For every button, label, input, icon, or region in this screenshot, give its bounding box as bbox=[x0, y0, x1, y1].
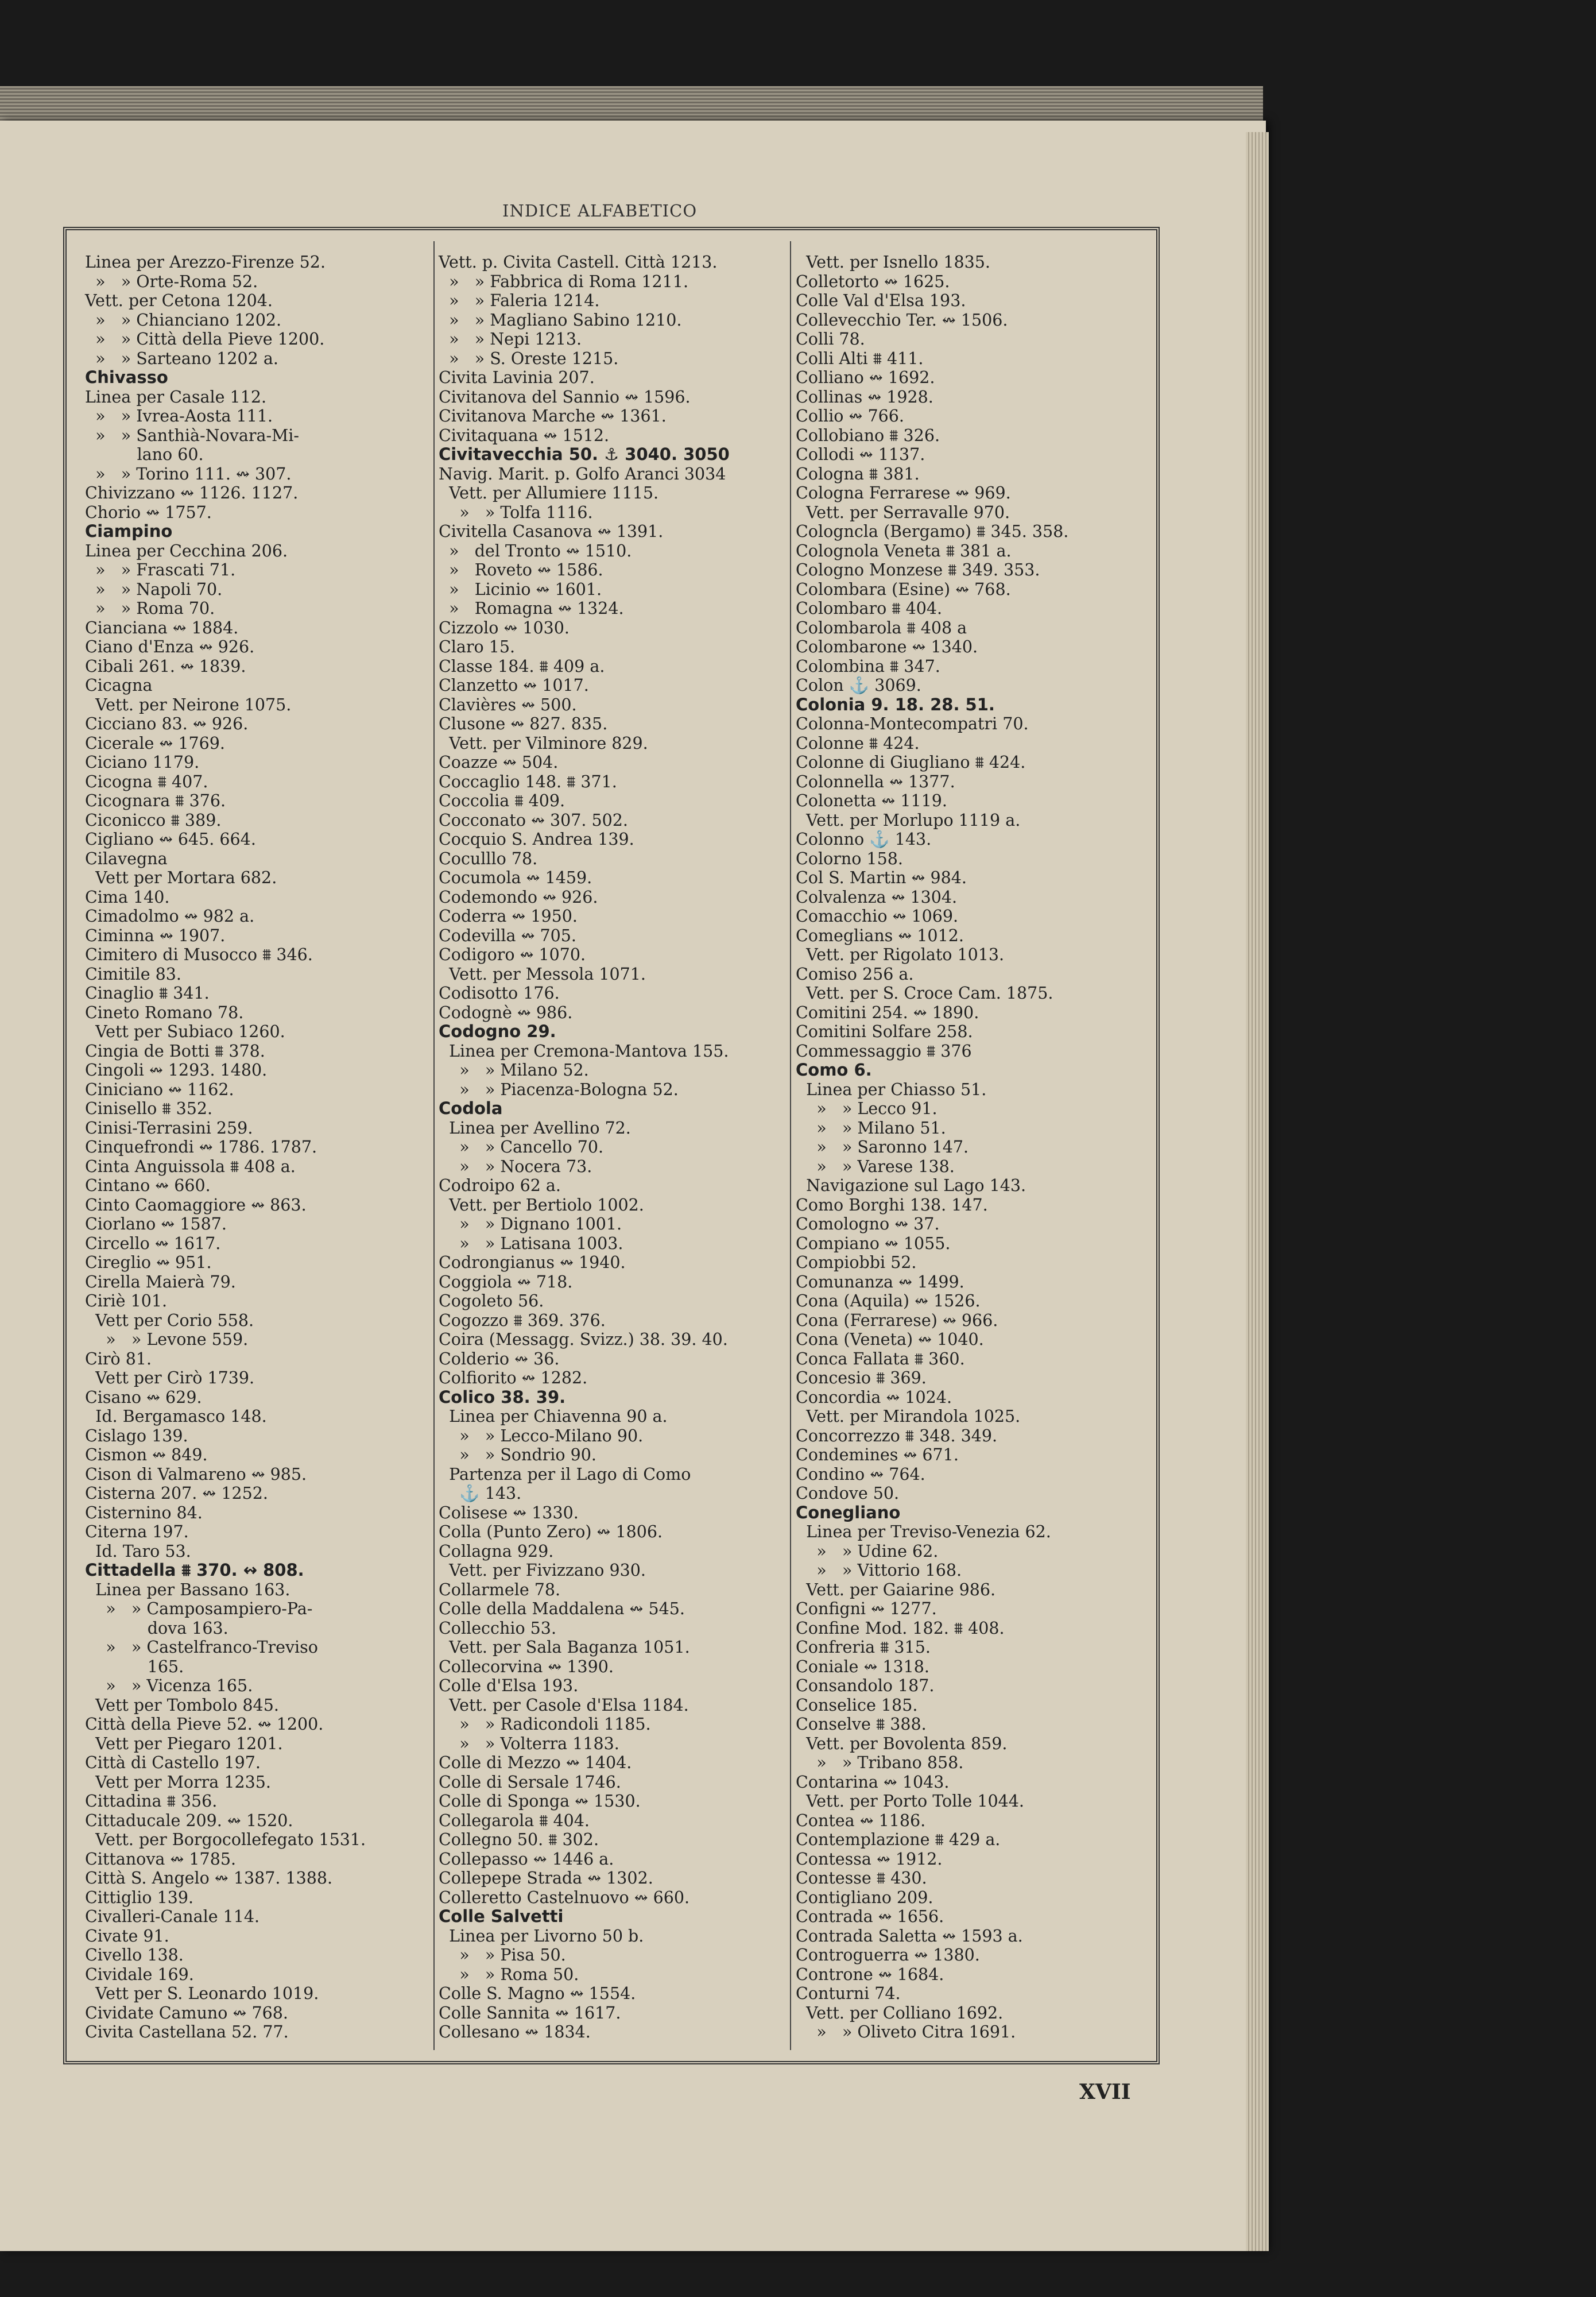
index-entry: Linea per Cremona-Mantova 155. bbox=[439, 1041, 729, 1061]
index-entry: Concordia ↭ 1024. bbox=[796, 1387, 952, 1407]
index-entry: Colon ⚓ 3069. bbox=[796, 676, 921, 695]
index-entry: dova 163. bbox=[85, 1618, 228, 1638]
index-entry: Collevecchio Ter. ↭ 1506. bbox=[796, 310, 1008, 330]
index-entry: Codigoro ↭ 1070. bbox=[439, 945, 586, 964]
index-entry: Vett per Tombolo 845. bbox=[85, 1695, 279, 1715]
index-entry: Linea per Arezzo-Firenze 52. bbox=[85, 253, 326, 272]
index-entry: Classe 184. ⩩ 409 a. bbox=[439, 656, 605, 676]
index-entry: Como 6. bbox=[796, 1060, 872, 1080]
index-entry: Collepepe Strada ↭ 1302. bbox=[439, 1869, 653, 1888]
index-entry: » » Udine 62. bbox=[796, 1541, 939, 1561]
index-entry: Colombarone ↭ 1340. bbox=[796, 637, 978, 656]
index-entry: Coira (Messagg. Svizz.) 38. 39. 40. bbox=[439, 1330, 728, 1349]
index-entry: Coniale ↭ 1318. bbox=[796, 1657, 929, 1676]
index-entry: Partenza per il Lago di Como bbox=[439, 1464, 691, 1484]
index-entry: Comunanza ↭ 1499. bbox=[796, 1272, 964, 1291]
index-entry: Cittaducale 209. ↭ 1520. bbox=[85, 1811, 293, 1830]
index-entry: Col S. Martin ↭ 984. bbox=[796, 868, 967, 887]
index-entry: » » Oliveto Citra 1691. bbox=[796, 2023, 1016, 2041]
index-entry: Cislago 139. bbox=[85, 1426, 188, 1445]
index-entry: Colle della Maddalena ↭ 545. bbox=[439, 1599, 685, 1618]
index-entry: Cisternino 84. bbox=[85, 1503, 203, 1522]
index-entry: » » Pisa 50. bbox=[439, 1946, 566, 1965]
index-entry: Cisano ↭ 629. bbox=[85, 1387, 202, 1407]
index-entry: Compiano ↭ 1055. bbox=[796, 1233, 951, 1253]
index-entry: Cittadina ⩩ 356. bbox=[85, 1792, 218, 1811]
index-entry: Vett. per Isnello 1835. bbox=[796, 253, 990, 272]
index-entry: Comologno ↭ 37. bbox=[796, 1215, 940, 1233]
index-entry: Ciciano 1179. bbox=[85, 753, 200, 772]
index-entry: Vett per S. Leonardo 1019. bbox=[85, 1984, 319, 2003]
index-entry: » » Levone 559. bbox=[85, 1330, 249, 1349]
index-entry: Colvalenza ↭ 1304. bbox=[796, 887, 958, 907]
index-entry: » » Nocera 73. bbox=[439, 1157, 592, 1176]
index-entry: Colorno 158. bbox=[796, 849, 903, 868]
index-entry: Citerna 197. bbox=[85, 1522, 189, 1541]
index-entry: » » Fabbrica di Roma 1211. bbox=[439, 272, 689, 291]
index-entry: Vett. per Cetona 1204. bbox=[85, 291, 273, 310]
index-entry: Vett per Piegaro 1201. bbox=[85, 1734, 283, 1753]
index-entry: Contrada Saletta ↭ 1593 a. bbox=[796, 1926, 1023, 1946]
index-entry: Civitella Casanova ↭ 1391. bbox=[439, 522, 664, 541]
index-entry: » del Tronto ↭ 1510. bbox=[439, 541, 632, 560]
index-entry: Cicognara ⩩ 376. bbox=[85, 791, 226, 810]
index-entry: » » Santhià-Novara-Mi- bbox=[85, 426, 300, 445]
index-entry: Contrada ↭ 1656. bbox=[796, 1907, 944, 1926]
index-entry: Cineto Romano 78. bbox=[85, 1003, 244, 1022]
index-entry: Cinaglio ⩩ 341. bbox=[85, 984, 210, 1003]
index-entry: » » Tolfa 1116. bbox=[439, 502, 593, 522]
index-entry: » » Sarteano 1202 a. bbox=[85, 349, 278, 368]
index-entry: » » Saronno 147. bbox=[796, 1138, 969, 1157]
index-entry: Id. Bergamasco 148. bbox=[85, 1407, 267, 1426]
index-entry: Vett. per Fivizzano 930. bbox=[439, 1561, 646, 1580]
index-entry: Collesano ↭ 1834. bbox=[439, 2023, 591, 2041]
index-entry: Contarina ↭ 1043. bbox=[796, 1772, 950, 1792]
index-entry: lano 60. bbox=[85, 445, 204, 464]
index-entry: Colonia 9. 18. 28. 51. bbox=[796, 694, 995, 714]
index-entry: Clavières ↭ 500. bbox=[439, 695, 577, 714]
index-entry: Claro 15. bbox=[439, 637, 516, 656]
index-entry: Città S. Angelo ↭ 1387. 1388. bbox=[85, 1869, 333, 1888]
index-entry: Cona (Veneta) ↭ 1040. bbox=[796, 1330, 984, 1349]
index-entry: Ciminna ↭ 1907. bbox=[85, 926, 226, 945]
index-entry: Colfiorito ↭ 1282. bbox=[439, 1368, 588, 1387]
index-entry: » Romagna ↭ 1324. bbox=[439, 599, 624, 618]
index-entry: Coccolia ⩩ 409. bbox=[439, 791, 565, 810]
index-entry: Vett. per Neirone 1075. bbox=[85, 695, 292, 714]
index-entry: » » Napoli 70. bbox=[85, 579, 223, 599]
index-entry: Vett. per Bovolenta 859. bbox=[796, 1734, 1008, 1753]
index-entry: Vett. per Serravalle 970. bbox=[796, 502, 1010, 522]
index-entry: » » Latisana 1003. bbox=[439, 1233, 623, 1253]
index-entry: Vett. per Colliano 1692. bbox=[796, 2003, 1004, 2023]
index-entry: Collegno 50. ⩩ 302. bbox=[439, 1830, 599, 1849]
index-entry: Cinisello ⩩ 352. bbox=[85, 1099, 213, 1118]
index-entry: » » Volterra 1183. bbox=[439, 1734, 619, 1753]
index-entry: Cizzolo ↭ 1030. bbox=[439, 618, 570, 637]
index-entry: Colderio ↭ 36. bbox=[439, 1349, 560, 1368]
index-entry: Civitanova del Sannio ↭ 1596. bbox=[439, 387, 691, 407]
index-entry: Compiobbi 52. bbox=[796, 1253, 917, 1272]
index-entry: » » Città della Pieve 1200. bbox=[85, 330, 325, 349]
index-entry: Cicciano 83. ↭ 926. bbox=[85, 714, 249, 733]
index-entry: Linea per Bassano 163. bbox=[85, 1580, 290, 1599]
index-entry: » » Sondrio 90. bbox=[439, 1445, 596, 1464]
index-entry: Colonne ⩩ 424. bbox=[796, 733, 920, 753]
index-entry: Cinquefrondi ↭ 1786. 1787. bbox=[85, 1138, 317, 1157]
index-entry: Vett. per Sala Baganza 1051. bbox=[439, 1638, 690, 1657]
index-entry: Cocconato ↭ 307. 502. bbox=[439, 810, 628, 830]
index-entry: Collinas ↭ 1928. bbox=[796, 387, 933, 407]
index-entry: Vett. per Rigolato 1013. bbox=[796, 945, 1005, 964]
index-entry: » » Lecco-Milano 90. bbox=[439, 1426, 644, 1445]
index-entry: Civita Lavinia 207. bbox=[439, 368, 595, 387]
index-entry: Cinta Anguissola ⩩ 408 a. bbox=[85, 1157, 296, 1176]
index-entry: » Licinio ↭ 1601. bbox=[439, 579, 602, 599]
index-entry: Colombara (Esine) ↭ 768. bbox=[796, 579, 1011, 599]
page-header: INDICE ALFABETICO bbox=[502, 201, 698, 221]
index-entry: Vett. per Borgocollefegato 1531. bbox=[85, 1830, 366, 1849]
index-entry: Cigliano ↭ 645. 664. bbox=[85, 830, 256, 849]
index-entry: » » Camposampiero-Pa- bbox=[85, 1599, 313, 1618]
index-entry: Coggiola ↭ 718. bbox=[439, 1272, 573, 1291]
index-entry: Civitavecchia 50. ⚓ 3040. 3050 bbox=[439, 444, 730, 464]
index-entry: Cocquio S. Andrea 139. bbox=[439, 830, 634, 849]
index-entry: » » S. Oreste 1215. bbox=[439, 349, 619, 368]
index-entry: Comiso 256 a. bbox=[796, 964, 914, 984]
index-entry: Confreria ⩩ 315. bbox=[796, 1638, 931, 1657]
index-entry: Colico 38. 39. bbox=[439, 1387, 566, 1407]
index-entry: » » Nepi 1213. bbox=[439, 330, 582, 349]
index-entry: Vett. per Vilminore 829. bbox=[439, 733, 648, 753]
index-entry: Conca Fallata ⩩ 360. bbox=[796, 1349, 965, 1368]
index-entry: Cogoleto 56. bbox=[439, 1291, 544, 1310]
index-entry: Cittanova ↭ 1785. bbox=[85, 1849, 237, 1869]
page-side-leaves bbox=[1246, 132, 1269, 2251]
index-entry: Cinto Caomaggiore ↭ 863. bbox=[85, 1195, 307, 1215]
index-entry: Comeglians ↭ 1012. bbox=[796, 926, 964, 945]
index-entry: Vett. per Gaiarine 986. bbox=[796, 1580, 996, 1599]
index-entry: Civitanova Marche ↭ 1361. bbox=[439, 407, 667, 426]
index-entry: » » Lecco 91. bbox=[796, 1099, 938, 1118]
index-entry: Linea per Treviso-Venezia 62. bbox=[796, 1522, 1051, 1541]
index-entry: Cima 140. bbox=[85, 887, 170, 907]
index-entry: Ciconicco ⩩ 389. bbox=[85, 810, 222, 830]
index-entry: Cittadella ⩩ 370. ↭ 808. bbox=[85, 1560, 304, 1580]
index-entry: Coazze ↭ 504. bbox=[439, 753, 559, 772]
index-entry: Cittiglio 139. bbox=[85, 1888, 194, 1907]
index-entry: Vett per Corio 558. bbox=[85, 1310, 254, 1330]
index-entry: Colli 78. bbox=[796, 330, 865, 349]
index-entry: Concorrezzo ⩩ 348. 349. bbox=[796, 1426, 998, 1445]
index-entry: » » Tribano 858. bbox=[796, 1753, 964, 1772]
index-entry: Vett. per Porto Tolle 1044. bbox=[796, 1792, 1024, 1811]
index-entry: Colle Val d'Elsa 193. bbox=[796, 291, 966, 310]
index-entry: Civalleri-Canale 114. bbox=[85, 1907, 260, 1926]
index-entry: Clanzetto ↭ 1017. bbox=[439, 676, 589, 695]
index-entry: » » Roma 50. bbox=[439, 1965, 579, 1984]
index-entry: » » Frascati 71. bbox=[85, 560, 236, 579]
index-entry: Collio ↭ 766. bbox=[796, 407, 904, 426]
index-entry: » Roveto ↭ 1586. bbox=[439, 560, 603, 579]
index-entry: Colisese ↭ 1330. bbox=[439, 1503, 579, 1522]
index-entry: Contemplazione ⩩ 429 a. bbox=[796, 1830, 1001, 1849]
index-entry: Cison di Valmareno ↭ 985. bbox=[85, 1464, 307, 1484]
index-entry: Vett. per Mirandola 1025. bbox=[796, 1407, 1021, 1426]
index-entry: Clusone ↭ 827. 835. bbox=[439, 714, 608, 733]
index-entry: Collepasso ↭ 1446 a. bbox=[439, 1849, 614, 1869]
index-entry: Coderra ↭ 1950. bbox=[439, 907, 578, 926]
index-entry: Colognola Veneta ⩩ 381 a. bbox=[796, 541, 1012, 560]
index-entry: Cimadolmo ↭ 982 a. bbox=[85, 907, 255, 926]
index-entry: Vett. per Allumiere 1115. bbox=[439, 484, 659, 502]
index-entry: Colli Alti ⩩ 411. bbox=[796, 349, 924, 368]
index-entry: Codola bbox=[439, 1099, 503, 1118]
index-entry: Contesse ⩩ 430. bbox=[796, 1869, 927, 1888]
index-entry: Cismon ↭ 849. bbox=[85, 1445, 208, 1464]
index-entry: » » Cancello 70. bbox=[439, 1138, 604, 1157]
page-number: XVII bbox=[1079, 2080, 1131, 2104]
index-entry: Codrongianus ↭ 1940. bbox=[439, 1253, 626, 1272]
index-entry: Conegliano bbox=[796, 1502, 901, 1522]
column-divider-2 bbox=[790, 241, 791, 2050]
index-column-3 bbox=[796, 253, 1152, 2042]
index-entry: Collegarola ⩩ 404. bbox=[439, 1811, 590, 1830]
index-entry: Cisterna 207. ↭ 1252. bbox=[85, 1484, 268, 1503]
index-entry: Ciorlano ↭ 1587. bbox=[85, 1215, 227, 1233]
index-entry: Colle di Sersale 1746. bbox=[439, 1772, 621, 1792]
index-entry: Chorio ↭ 1757. bbox=[85, 502, 212, 522]
index-entry: Collodi ↭ 1137. bbox=[796, 445, 925, 464]
index-entry: » » Milano 51. bbox=[796, 1118, 946, 1138]
index-entry: Civita Castellana 52. 77. bbox=[85, 2023, 289, 2041]
index-entry: Conselice 185. bbox=[796, 1695, 918, 1715]
index-entry: Colle di Sponga ↭ 1530. bbox=[439, 1792, 641, 1811]
index-entry: » » Vicenza 165. bbox=[85, 1676, 253, 1695]
index-entry: Vett. per Casole d'Elsa 1184. bbox=[439, 1695, 689, 1715]
index-entry: Cologna Ferrarese ↭ 969. bbox=[796, 484, 1011, 502]
index-entry: Chivizzano ↭ 1126. 1127. bbox=[85, 484, 299, 502]
index-entry: Cologna ⩩ 381. bbox=[796, 464, 920, 484]
index-entry: Codogno 29. bbox=[439, 1022, 556, 1041]
index-entry: Civate 91. bbox=[85, 1926, 169, 1946]
index-entry: Collobiano ⩩ 326. bbox=[796, 426, 940, 445]
index-entry: Colombina ⩩ 347. bbox=[796, 656, 940, 676]
index-entry: Colle di Mezzo ↭ 1404. bbox=[439, 1753, 632, 1772]
index-entry: Cimitile 83. bbox=[85, 964, 181, 984]
index-entry: Collecorvina ↭ 1390. bbox=[439, 1657, 614, 1676]
index-entry: Cona (Ferrarese) ↭ 966. bbox=[796, 1310, 998, 1330]
index-entry: Cireglio ↭ 951. bbox=[85, 1253, 212, 1272]
index-entry: Vett. per Messola 1071. bbox=[439, 964, 646, 984]
index-entry: Linea per Casale 112. bbox=[85, 387, 267, 407]
index-entry: Navigazione sul Lago 143. bbox=[796, 1176, 1026, 1195]
index-entry: Contigliano 209. bbox=[796, 1888, 933, 1907]
index-entry: Colla (Punto Zero) ↭ 1806. bbox=[439, 1522, 663, 1541]
index-entry: Colleretto Castelnuovo ↭ 660. bbox=[439, 1888, 690, 1907]
index-entry: Vett per Cirò 1739. bbox=[85, 1368, 255, 1387]
index-entry: Città della Pieve 52. ↭ 1200. bbox=[85, 1715, 324, 1734]
index-entry: Collecchio 53. bbox=[439, 1618, 556, 1638]
index-entry: Linea per Chiavenna 90 a. bbox=[439, 1407, 668, 1426]
index-entry: Cibali 261. ↭ 1839. bbox=[85, 656, 246, 676]
index-entry: Condemines ↭ 671. bbox=[796, 1445, 959, 1464]
index-entry: Linea per Livorno 50 b. bbox=[439, 1926, 644, 1946]
index-entry: Città di Castello 197. bbox=[85, 1753, 261, 1772]
index-entry: ⚓ 143. bbox=[439, 1484, 522, 1503]
index-entry: Cicerale ↭ 1769. bbox=[85, 733, 225, 753]
index-entry: Cogozzo ⩩ 369. 376. bbox=[439, 1310, 606, 1330]
index-entry: Colonetta ↭ 1119. bbox=[796, 791, 947, 810]
column-divider-1 bbox=[433, 241, 435, 2050]
index-entry: » » Piacenza-Bologna 52. bbox=[439, 1080, 679, 1099]
index-entry: » » Ivrea-Aosta 111. bbox=[85, 407, 273, 426]
index-entry: Civello 138. bbox=[85, 1946, 184, 1965]
index-entry: Cingia de Botti ⩩ 378. bbox=[85, 1041, 265, 1061]
index-entry: Circello ↭ 1617. bbox=[85, 1233, 221, 1253]
index-entry: Cividale 169. bbox=[85, 1965, 194, 1984]
index-entry: Codevilla ↭ 705. bbox=[439, 926, 576, 945]
index-entry: Cingoli ↭ 1293. 1480. bbox=[85, 1061, 268, 1080]
index-entry: Colle S. Magno ↭ 1554. bbox=[439, 1984, 636, 2003]
index-entry: Codemondo ↭ 926. bbox=[439, 887, 598, 907]
index-entry: Cintano ↭ 660. bbox=[85, 1176, 211, 1195]
index-entry: Codisotto 176. bbox=[439, 984, 560, 1003]
index-entry: Codroipo 62 a. bbox=[439, 1176, 561, 1195]
index-entry: » » Castelfranco-Treviso bbox=[85, 1638, 318, 1657]
index-entry: Cologno Monzese ⩩ 349. 353. bbox=[796, 560, 1040, 579]
index-entry: Colonna-Montecompatri 70. bbox=[796, 714, 1029, 733]
index-entry: Navig. Marit. p. Golfo Aranci 3034 bbox=[439, 464, 726, 484]
index-entry: » » Vittorio 168. bbox=[796, 1561, 962, 1580]
index-entry: Commessaggio ⩩ 376 bbox=[796, 1041, 972, 1061]
index-entry: Controguerra ↭ 1380. bbox=[796, 1946, 980, 1965]
index-entry: Colletorto ↭ 1625. bbox=[796, 272, 950, 291]
index-entry: Configni ↭ 1277. bbox=[796, 1599, 937, 1618]
index-entry: Colliano ↭ 1692. bbox=[796, 368, 935, 387]
index-entry: Cona (Aquila) ↭ 1526. bbox=[796, 1291, 981, 1310]
index-entry: Cinisi-Terrasini 259. bbox=[85, 1118, 253, 1138]
index-entry: Codognè ↭ 986. bbox=[439, 1003, 573, 1022]
index-entry: Civitaquana ↭ 1512. bbox=[439, 426, 610, 445]
index-entry: Cilavegna bbox=[85, 849, 168, 868]
index-entry: Cicagna bbox=[85, 676, 153, 695]
index-entry: Conturni 74. bbox=[796, 1984, 901, 2003]
index-entry: Linea per Avellino 72. bbox=[439, 1118, 631, 1138]
index-entry: » » Milano 52. bbox=[439, 1061, 589, 1080]
index-entry: Vett per Morra 1235. bbox=[85, 1772, 271, 1792]
index-entry: Coculllo 78. bbox=[439, 849, 538, 868]
index-entry: Colle d'Elsa 193. bbox=[439, 1676, 579, 1695]
index-entry: Controne ↭ 1684. bbox=[796, 1965, 944, 1984]
index-entry: Ciniciano ↭ 1162. bbox=[85, 1080, 234, 1099]
index-entry: Vett. p. Civita Castell. Città 1213. bbox=[439, 253, 718, 272]
index-entry: Confine Mod. 182. ⩩ 408. bbox=[796, 1618, 1005, 1638]
index-entry: Collagna 929. bbox=[439, 1541, 554, 1561]
index-column-1 bbox=[85, 253, 429, 2042]
index-entry: Cividate Camuno ↭ 768. bbox=[85, 2003, 288, 2023]
index-entry: Colonnella ↭ 1377. bbox=[796, 772, 955, 791]
index-entry: » » Varese 138. bbox=[796, 1157, 955, 1176]
index-entry: Colombaro ⩩ 404. bbox=[796, 599, 943, 618]
index-entry: Colle Salvetti bbox=[439, 1907, 564, 1926]
index-entry: Comacchio ↭ 1069. bbox=[796, 907, 959, 926]
index-entry: Coccaglio 148. ⩩ 371. bbox=[439, 772, 617, 791]
index-entry: Cocumola ↭ 1459. bbox=[439, 868, 592, 887]
index-entry: Vett. per S. Croce Cam. 1875. bbox=[796, 984, 1053, 1003]
index-entry: Id. Taro 53. bbox=[85, 1541, 191, 1561]
index-entry: Colle Sannita ↭ 1617. bbox=[439, 2003, 621, 2023]
index-entry: Contessa ↭ 1912. bbox=[796, 1849, 943, 1869]
index-entry: » » Torino 111. ↭ 307. bbox=[85, 464, 292, 484]
index-entry: Colonne di Giugliano ⩩ 424. bbox=[796, 753, 1026, 772]
index-entry: Comitini 254. ↭ 1890. bbox=[796, 1003, 979, 1022]
index-column-2 bbox=[439, 253, 783, 2042]
index-entry: Vett. per Morlupo 1119 a. bbox=[796, 810, 1021, 830]
index-entry: Ciampino bbox=[85, 521, 173, 541]
index-entry: Cicogna ⩩ 407. bbox=[85, 772, 208, 791]
index-entry: Cirò 81. bbox=[85, 1349, 152, 1368]
index-entry: » » Roma 70. bbox=[85, 599, 215, 618]
index-entry: Vett. per Bertiolo 1002. bbox=[439, 1195, 644, 1215]
index-entry: Cianciana ↭ 1884. bbox=[85, 618, 239, 637]
index-entry: Como Borghi 138. 147. bbox=[796, 1195, 988, 1215]
index-entry: Comitini Solfare 258. bbox=[796, 1022, 973, 1041]
index-entry: Conselve ⩩ 388. bbox=[796, 1715, 927, 1734]
index-entry: Concesio ⩩ 369. bbox=[796, 1368, 927, 1387]
index-entry: » » Radicondoli 1185. bbox=[439, 1715, 651, 1734]
index-entry: Consandolo 187. bbox=[796, 1676, 935, 1695]
index-entry: » » Chianciano 1202. bbox=[85, 310, 282, 330]
index-entry: Contea ↭ 1186. bbox=[796, 1811, 926, 1830]
index-entry: Ciriè 101. bbox=[85, 1291, 168, 1310]
index-entry: Chivasso bbox=[85, 368, 168, 387]
index-entry: Vett per Subiaco 1260. bbox=[85, 1022, 285, 1041]
index-entry: Condove 50. bbox=[796, 1484, 900, 1503]
index-entry: » » Magliano Sabino 1210. bbox=[439, 310, 682, 330]
index-entry: Linea per Chiasso 51. bbox=[796, 1080, 987, 1099]
index-entry: » » Faleria 1214. bbox=[439, 291, 600, 310]
index-entry: Vett per Mortara 682. bbox=[85, 868, 277, 887]
index-entry: Ciano d'Enza ↭ 926. bbox=[85, 637, 255, 656]
index-entry: Cologncla (Bergamo) ⩩ 345. 358. bbox=[796, 522, 1069, 541]
index-entry: Linea per Cecchina 206. bbox=[85, 541, 288, 560]
index-entry: Condino ↭ 764. bbox=[796, 1464, 925, 1484]
index-entry: Colonno ⚓ 143. bbox=[796, 830, 932, 849]
index-entry: Collarmele 78. bbox=[439, 1580, 561, 1599]
index-entry: » » Dignano 1001. bbox=[439, 1215, 622, 1233]
index-entry: Cimitero di Musocco ⩩ 346. bbox=[85, 945, 313, 964]
index-entry: 165. bbox=[85, 1657, 184, 1676]
index-entry: » » Orte-Roma 52. bbox=[85, 272, 258, 291]
index-entry: Colombarola ⩩ 408 a bbox=[796, 618, 967, 637]
index-entry: Cirella Maierà 79. bbox=[85, 1272, 236, 1291]
